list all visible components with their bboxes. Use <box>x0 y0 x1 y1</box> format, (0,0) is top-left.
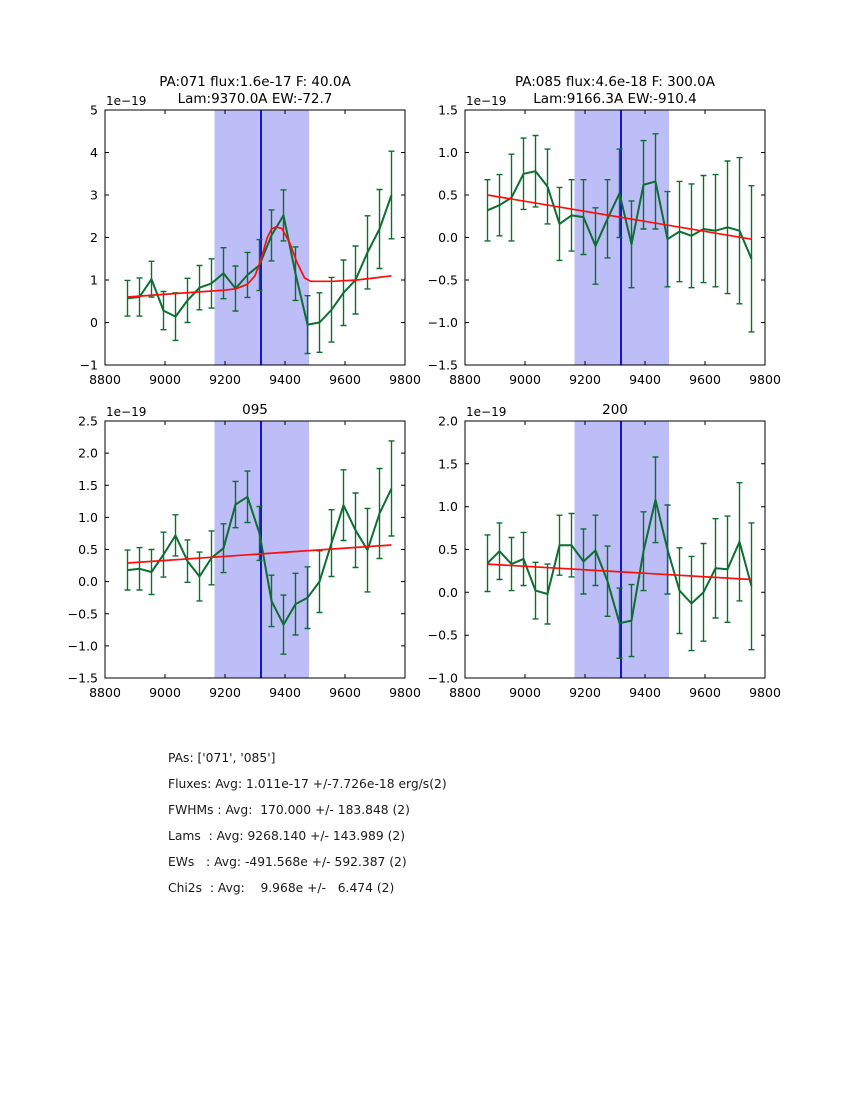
y-axis-tick-label: 4 <box>90 145 98 160</box>
x-axis-tick-label: 9600 <box>329 685 361 700</box>
y-axis-tick-label: −1.0 <box>427 315 458 330</box>
y-axis-tick-label: −1.5 <box>67 670 98 686</box>
chart-title: 095 <box>242 402 268 418</box>
subplot-200 <box>425 368 850 713</box>
x-axis-tick-label: 9600 <box>329 372 361 387</box>
y-axis-tick-label: 1.0 <box>438 499 458 515</box>
stats-line-fluxes: Fluxes: Avg: 1.011e-17 +/-7.726e-18 erg/s(2) <box>168 777 447 791</box>
stats-line-lams: Lams : Avg: 9268.140 +/- 143.989 (2) <box>168 829 406 843</box>
stats-line-fwhms: FWHMs : Avg: 170.000 +/- 183.848 (2) <box>168 803 410 817</box>
x-axis-tick-label: 9800 <box>389 372 421 387</box>
subplot-pa071 <box>0 58 425 403</box>
stats-summary <box>168 745 447 901</box>
x-axis-tick-label: 8800 <box>449 685 481 700</box>
y-axis-tick-label: 2.0 <box>78 445 98 461</box>
x-axis-tick-label: 9400 <box>629 685 661 700</box>
chart-title: PA:071 flux:1.6e-17 F: 40.0A <box>159 74 351 90</box>
y-axis-tick-label: 1.5 <box>78 477 98 493</box>
chart-title: Lam:9370.0A EW:-72.7 <box>177 91 333 107</box>
stats-line-chi2s: Chi2s : Avg: 9.968e +/- 6.474 (2) <box>168 881 395 895</box>
x-axis-tick-label: 9200 <box>209 685 241 700</box>
y-axis-tick-label: −1.5 <box>427 357 458 373</box>
stats-line-pas: PAs: ['071', '085'] <box>168 751 276 765</box>
y-axis-offset-label: 1e−19 <box>466 94 507 108</box>
x-axis-tick-label: 9000 <box>149 372 181 387</box>
y-axis-tick-label: 2 <box>90 230 98 245</box>
y-axis-offset-label: 1e−19 <box>106 405 147 419</box>
y-axis-offset-label: 1e−19 <box>466 405 507 419</box>
x-axis-tick-label: 9400 <box>269 372 301 387</box>
x-axis-tick-label: 9800 <box>749 685 781 700</box>
y-axis-tick-label: 1.5 <box>438 102 458 118</box>
x-axis-tick-label: 8800 <box>449 372 481 387</box>
stats-line-ews: EWs : Avg: -491.568e +/- 592.387 (2) <box>168 855 407 869</box>
x-axis-tick-label: 9400 <box>629 372 661 387</box>
x-axis-tick-label: 9600 <box>689 685 721 700</box>
y-axis-tick-label: −1.0 <box>67 638 98 654</box>
y-axis-tick-label: 0.0 <box>438 584 458 600</box>
subplot-095 <box>0 368 425 713</box>
x-axis-tick-label: 9000 <box>149 685 181 700</box>
subplot-pa085 <box>425 58 850 403</box>
y-axis-tick-label: 2.0 <box>438 413 458 429</box>
y-axis-tick-label: 2.5 <box>78 413 98 429</box>
y-axis-tick-label: 1.5 <box>438 456 458 472</box>
y-axis-offset-label: 1e−19 <box>106 94 147 108</box>
y-axis-tick-label: 1 <box>90 272 98 288</box>
y-axis-tick-label: −0.5 <box>427 272 458 288</box>
x-axis-tick-label: 9400 <box>269 685 301 700</box>
y-axis-tick-label: −0.5 <box>67 606 98 622</box>
y-axis-tick-label: 0 <box>90 315 98 330</box>
y-axis-tick-label: 0.0 <box>438 230 458 245</box>
x-axis-tick-label: 8800 <box>89 685 121 700</box>
y-axis-tick-label: −1 <box>79 357 98 373</box>
x-axis-tick-label: 9200 <box>569 372 601 387</box>
chart-title: 200 <box>602 402 628 418</box>
y-axis-tick-label: 0.5 <box>438 542 458 557</box>
y-axis-tick-label: 1.0 <box>78 509 98 525</box>
y-axis-tick-label: 0.5 <box>78 542 98 557</box>
x-axis-tick-label: 9200 <box>209 372 241 387</box>
y-axis-tick-label: 0.0 <box>78 574 98 590</box>
y-axis-tick-label: 1.0 <box>438 145 458 160</box>
x-axis-tick-label: 9200 <box>569 685 601 700</box>
y-axis-tick-label: 5 <box>90 102 98 118</box>
y-axis-tick-label: 0.5 <box>438 187 458 203</box>
chart-title: PA:085 flux:4.6e-18 F: 300.0A <box>514 74 716 90</box>
x-axis-tick-label: 9600 <box>689 372 721 387</box>
y-axis-tick-label: −0.5 <box>427 627 458 643</box>
chart-title: Lam:9166.3A EW:-910.4 <box>533 91 697 107</box>
x-axis-tick-label: 8800 <box>89 372 121 387</box>
x-axis-tick-label: 9800 <box>749 372 781 387</box>
y-axis-tick-label: 3 <box>90 187 98 203</box>
x-axis-tick-label: 9000 <box>509 372 541 387</box>
x-axis-tick-label: 9000 <box>509 685 541 700</box>
y-axis-tick-label: −1.0 <box>427 670 458 686</box>
x-axis-tick-label: 9800 <box>389 685 421 700</box>
